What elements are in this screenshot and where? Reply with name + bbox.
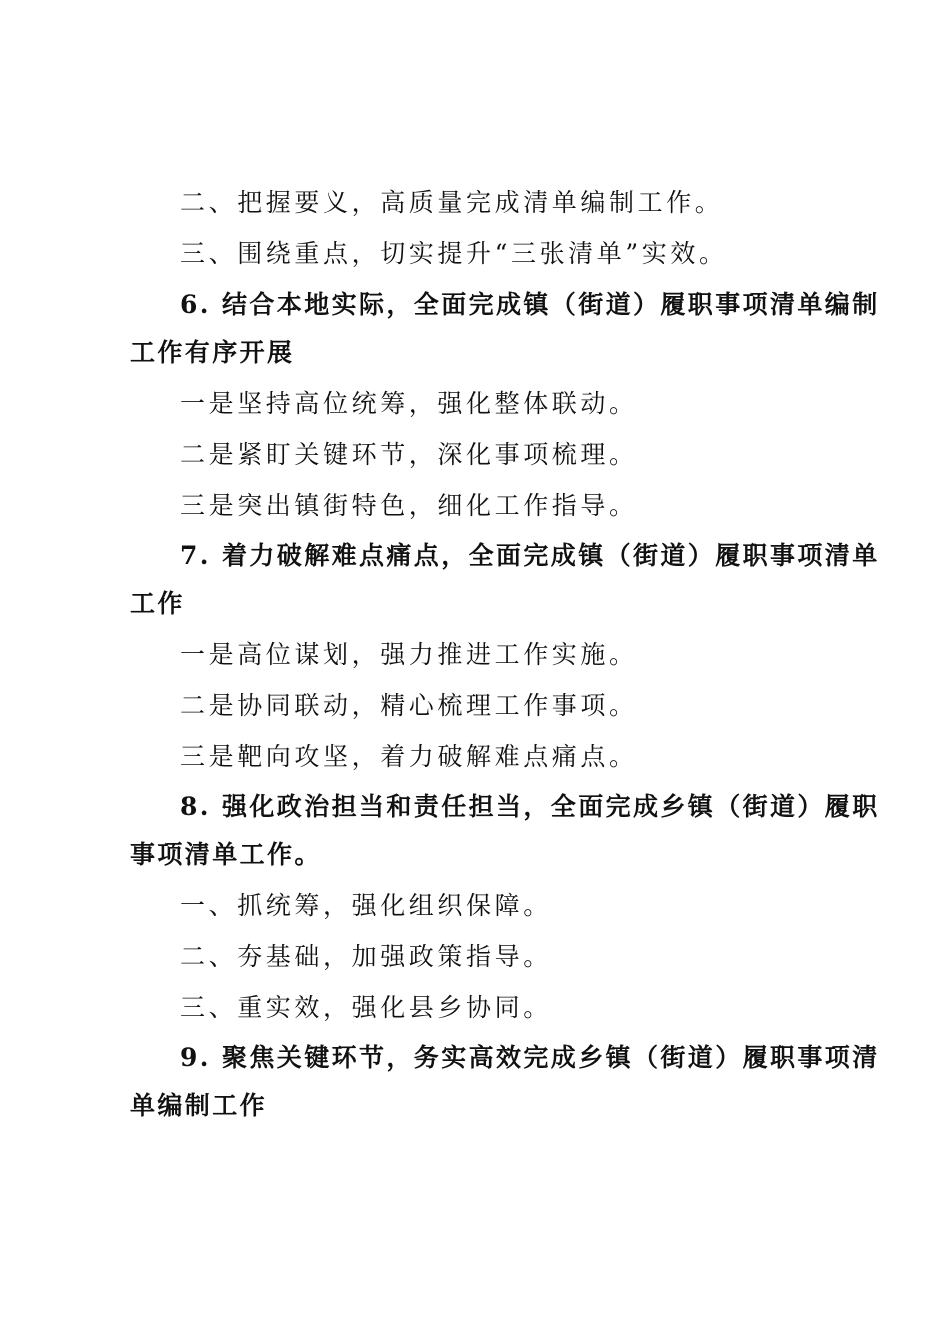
section-heading-continuation: 事项清单工作。 [130,840,322,869]
section-heading-continuation: 单编制工作 [130,1091,268,1120]
section-heading-continuation: 工作有序开展 [130,338,295,367]
paragraph-body: 三是靶向攻坚，着力破解难点痛点。 [180,742,638,771]
paragraph-body: 三是突出镇街特色，细化工作指导。 [180,491,638,520]
paragraph-body: 二、把握要义，高质量完成清单编制工作。 [180,188,724,217]
section-heading: 7. 着力破解难点痛点，全面完成镇（街道）履职事项清单 [180,541,880,570]
paragraph-body: 三、重实效，强化县乡协同。 [180,993,552,1022]
paragraph-body: 二、夯基础，加强政策指导。 [180,942,552,971]
paragraph-body: 二是协同联动，精心梳理工作事项。 [180,691,638,720]
paragraph-body: 三、围绕重点，切实提升“三张清单”实效。 [180,239,728,268]
paragraph-body: 一、抓统筹，强化组织保障。 [180,891,552,920]
paragraph-body: 二是紧盯关键环节，深化事项梳理。 [180,440,638,469]
section-heading-continuation: 工作 [130,589,185,618]
section-heading: 9. 聚焦关键环节，务实高效完成乡镇（街道）履职事项清 [180,1043,880,1072]
paragraph-body: 一是高位谋划，强力推进工作实施。 [180,640,638,669]
section-heading: 6. 结合本地实际，全面完成镇（街道）履职事项清单编制 [180,290,880,319]
paragraph-body: 一是坚持高位统筹，强化整体联动。 [180,389,638,418]
section-heading: 8. 强化政治担当和责任担当，全面完成乡镇（街道）履职 [180,792,880,821]
